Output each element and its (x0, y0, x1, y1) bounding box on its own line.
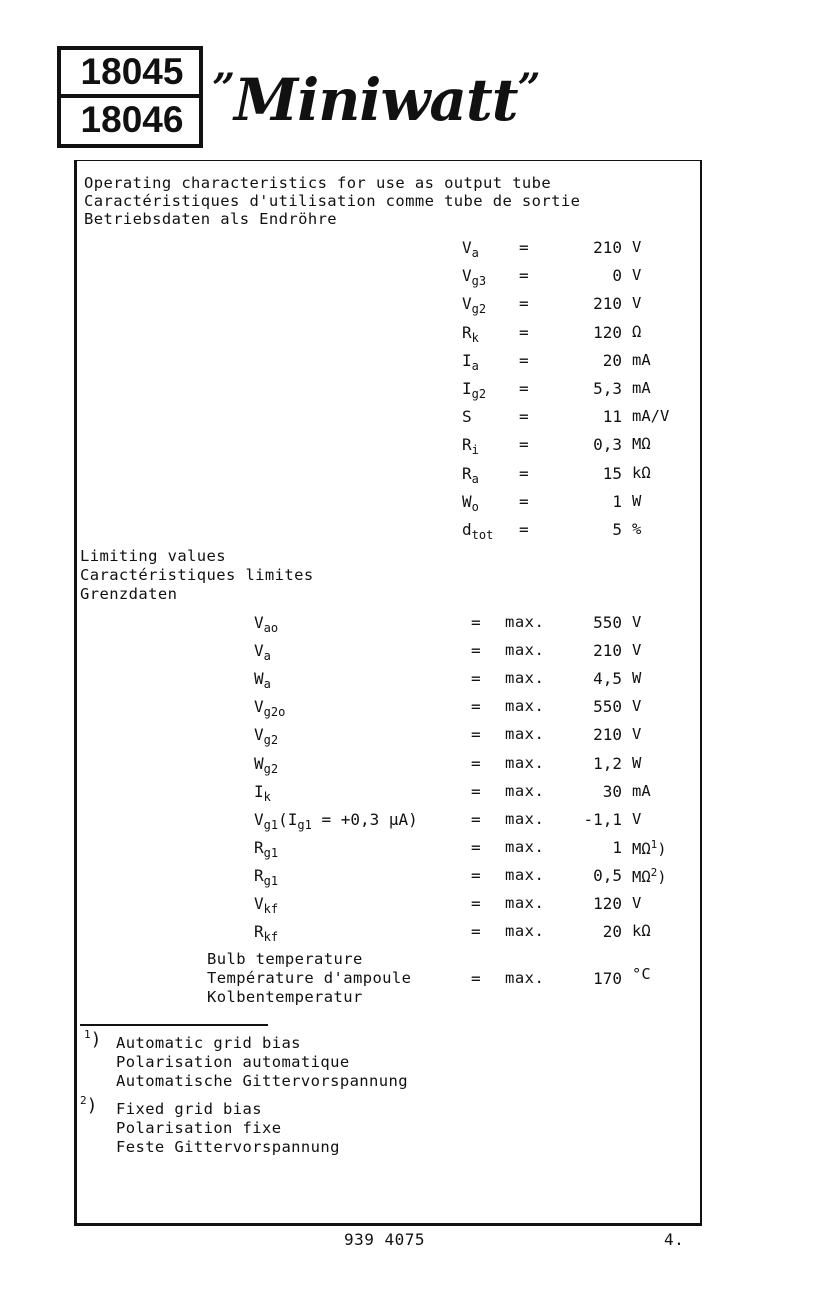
limiting-max: max. (505, 781, 545, 800)
operating-symbol-subscript: g2 (471, 302, 487, 317)
limiting-symbol-subscript: g1 (263, 873, 279, 888)
type-number-box (57, 46, 203, 148)
limiting-unit-text: W (632, 669, 642, 688)
operating-unit: % (632, 520, 642, 538)
brand-quote-close: ” (517, 65, 540, 112)
limiting-symbol (254, 754, 278, 776)
operating-equals: = (519, 322, 529, 342)
operating-equals: = (519, 350, 529, 370)
bulb-unit: °C (632, 965, 651, 983)
limiting-symbol-subscript: kf (263, 930, 279, 945)
limiting-value: -1,1 (583, 809, 622, 829)
limiting-unit (632, 697, 641, 715)
limiting-unit (632, 866, 667, 886)
limiting-footnote-close: ) (657, 868, 667, 887)
operating-unit: mA (632, 379, 651, 397)
operating-symbol-letter: I (462, 379, 472, 398)
operating-value: 11 (602, 407, 622, 427)
operating-equals: = (519, 238, 529, 257)
limiting-value: 4,5 (593, 669, 622, 689)
operating-unit: V (632, 238, 642, 256)
operating-equals: = (519, 266, 529, 286)
limiting-unit-text: V (632, 613, 642, 631)
operating-value: 210 (593, 294, 622, 314)
footnote-2-mark: $^2$) (80, 1094, 98, 1116)
limiting-symbol-letter: V (254, 725, 264, 745)
limiting-unit (632, 725, 641, 743)
bulb-value: 170 (593, 969, 622, 988)
operating-symbol (462, 266, 486, 288)
limiting-value: 550 (593, 697, 622, 717)
limiting-max: max. (505, 725, 545, 744)
limiting-equals: = (471, 669, 481, 689)
operating-unit: MΩ (632, 435, 651, 454)
limiting-unit-text: kΩ (632, 922, 651, 941)
limiting-symbol-letter: V (254, 641, 264, 661)
limiting-symbol (254, 697, 285, 719)
limiting-equals: = (471, 781, 481, 801)
limiting-symbol (254, 669, 271, 691)
operating-equals: = (519, 294, 529, 314)
limiting-symbol-subscript: g2 (263, 733, 279, 748)
limiting-symbol (254, 866, 278, 888)
operating-symbol (462, 464, 479, 486)
document-number: 939 4075 (344, 1230, 426, 1249)
operating-equals: = (519, 407, 529, 427)
operating-value: 210 (593, 238, 622, 257)
type-number-18046: 18046 (80, 99, 184, 140)
limiting-value: 1 (612, 837, 622, 857)
operating-symbol-subscript: g3 (471, 274, 487, 289)
operating-value: 20 (602, 350, 622, 370)
limiting-title-fr: Caractéristiques limites (80, 566, 314, 584)
limiting-unit-text: V (632, 809, 642, 828)
limiting-symbol-letter: V (254, 613, 264, 632)
limiting-condition-subscript: g1 (297, 817, 312, 832)
limiting-unit (632, 810, 641, 828)
limiting-symbol-letter: W (254, 753, 264, 773)
operating-symbol-letter: V (462, 238, 472, 257)
limiting-max: max. (505, 697, 545, 716)
limiting-max: max. (505, 641, 545, 660)
limiting-condition: = +0,3 μA) (311, 809, 418, 829)
limiting-equals: = (471, 613, 481, 632)
operating-symbol-subscript: i (471, 443, 479, 458)
limiting-symbol-letter: W (254, 669, 264, 689)
limiting-unit (632, 669, 641, 687)
limiting-unit-text: V (632, 641, 642, 660)
footnote-1-fr: Polarisation automatique (116, 1053, 350, 1071)
operating-symbol (462, 379, 486, 401)
limiting-footnote-ref: 1 (650, 837, 658, 851)
limiting-value: 1,2 (593, 753, 622, 773)
limiting-equals: = (471, 809, 481, 829)
operating-equals: = (519, 435, 529, 455)
operating-title-en: Operating characteristics for use as output tube (84, 174, 552, 192)
operating-value: 1 (612, 491, 622, 511)
footnote-2-de: Feste Gittervorspannung (116, 1138, 340, 1156)
limiting-equals: = (471, 697, 481, 717)
operating-symbol-letter: R (462, 463, 472, 483)
bulb-label-fr: Température d'ampoule (207, 969, 412, 987)
operating-unit: V (632, 266, 642, 285)
limiting-value: 30 (602, 781, 622, 801)
limiting-unit-text: W (632, 753, 642, 772)
limiting-symbol-subscript: g2 (263, 761, 279, 776)
operating-title-fr: Caractéristiques d'utilisation comme tube de sortie (84, 192, 581, 210)
limiting-max: max. (505, 894, 545, 912)
limiting-symbol (254, 725, 278, 747)
limiting-equals: = (471, 865, 481, 885)
operating-unit: mA (632, 350, 651, 369)
limiting-title-de: Grenzdaten (80, 585, 178, 603)
operating-symbol-letter: R (462, 435, 472, 455)
operating-symbol-subscript: a (471, 471, 479, 486)
limiting-symbol-subscript: g2o (263, 705, 286, 720)
footnote-1-en: Automatic grid bias (116, 1034, 301, 1052)
limiting-max: max. (505, 669, 545, 688)
limiting-max: max. (505, 809, 545, 828)
limiting-max: max. (505, 613, 545, 631)
limiting-equals: = (471, 894, 481, 913)
limiting-symbol-subscript: g1 (263, 817, 279, 832)
limiting-unit (632, 641, 641, 659)
limiting-max: max. (505, 837, 545, 856)
limiting-symbol-subscript: a (263, 677, 271, 692)
operating-unit: Ω (632, 322, 642, 341)
limiting-unit-text: V (632, 697, 642, 716)
operating-symbol (462, 435, 479, 457)
limiting-symbol (254, 641, 271, 663)
limiting-symbol (254, 838, 278, 860)
type-number-divider (61, 94, 199, 98)
limiting-value: 210 (593, 641, 622, 661)
limiting-footnote-close: ) (657, 839, 667, 858)
limiting-max: max. (505, 922, 545, 941)
operating-symbol-letter: d (462, 520, 472, 539)
operating-equals: = (519, 491, 529, 511)
operating-value: 5,3 (593, 379, 622, 398)
operating-symbol (462, 294, 486, 316)
operating-equals: = (519, 379, 529, 398)
operating-unit: kΩ (632, 463, 651, 482)
limiting-symbol (254, 810, 418, 832)
operating-value: 120 (593, 322, 622, 342)
operating-symbol-letter: V (462, 266, 472, 286)
page-number: 4. (664, 1230, 685, 1249)
limiting-symbol-letter: V (254, 894, 264, 913)
operating-value: 5 (612, 520, 622, 539)
limiting-max: max. (505, 865, 545, 884)
bulb-equals: = (471, 969, 481, 988)
limiting-symbol-letter: V (254, 697, 264, 717)
limiting-value: 550 (593, 613, 622, 632)
operating-symbol (462, 238, 479, 260)
operating-symbol (462, 520, 493, 542)
limiting-symbol-subscript: k (263, 789, 271, 804)
operating-symbol-letter: S (462, 407, 472, 427)
footnote-1-mark: $^1$) (84, 1028, 102, 1050)
operating-symbol-subscript: o (471, 499, 479, 514)
operating-title-de: Betriebsdaten als Endröhre (84, 210, 338, 228)
limiting-equals: = (471, 725, 481, 745)
operating-symbol-subscript: g2 (471, 387, 487, 401)
limiting-symbol-letter: R (254, 837, 264, 857)
limiting-symbol-letter: R (254, 865, 264, 885)
limiting-symbol (254, 922, 278, 944)
limiting-title-en: Limiting values (80, 547, 226, 565)
operating-value: 0 (612, 266, 622, 286)
limiting-unit-text: V (632, 894, 642, 912)
limiting-value: 210 (593, 725, 622, 745)
limiting-condition-open: (I (278, 809, 298, 829)
limiting-unit-text: V (632, 725, 642, 744)
limiting-unit (632, 782, 651, 800)
operating-symbol (462, 323, 479, 345)
limiting-equals: = (471, 922, 481, 942)
operating-symbol-letter: W (462, 491, 472, 511)
limiting-value: 0,5 (593, 865, 622, 885)
limiting-symbol-subscript: g1 (263, 845, 279, 860)
brand-logo (212, 44, 572, 134)
operating-symbol-subscript: a (471, 358, 479, 373)
limiting-footnote-ref: 2 (650, 865, 658, 879)
footnote-rule (80, 1024, 268, 1026)
footnote-2-en: Fixed grid bias (116, 1100, 262, 1118)
operating-symbol-subscript: k (471, 330, 479, 345)
limiting-unit-text: mA (632, 781, 651, 800)
limiting-equals: = (471, 753, 481, 773)
limiting-unit (632, 838, 667, 858)
footnote-1-de: Automatische Gittervorspannung (116, 1072, 408, 1090)
brand-quote-open: ” (212, 65, 235, 112)
limiting-unit-text: MΩ (632, 868, 651, 887)
limiting-symbol-letter: I (254, 781, 264, 801)
operating-symbol (462, 492, 479, 514)
limiting-symbol (254, 782, 271, 804)
limiting-symbol-subscript: kf (263, 902, 279, 916)
limiting-value: 20 (602, 922, 622, 942)
limiting-symbol (254, 613, 278, 635)
operating-symbol-letter: I (462, 350, 472, 370)
limiting-unit (632, 613, 641, 631)
limiting-symbol-subscript: ao (263, 621, 279, 635)
limiting-symbol-subscript: a (263, 649, 271, 664)
bulb-label-en: Bulb temperature (207, 950, 363, 968)
operating-equals: = (519, 520, 529, 539)
operating-symbol-subscript: tot (471, 528, 494, 542)
limiting-unit (632, 754, 641, 772)
bulb-label-de: Kolbentemperatur (207, 988, 363, 1006)
operating-unit: W (632, 491, 642, 510)
limiting-max: max. (505, 753, 545, 772)
operating-unit: V (632, 294, 642, 313)
type-number-18045: 18045 (80, 51, 184, 92)
limiting-unit (632, 894, 641, 912)
operating-symbol-letter: V (462, 294, 472, 314)
operating-symbol-subscript: a (471, 246, 479, 260)
operating-symbol (462, 351, 479, 373)
limiting-unit (632, 922, 651, 940)
operating-symbol (462, 407, 472, 429)
brand-name: Miniwatt (234, 66, 518, 134)
operating-symbol-letter: R (462, 322, 472, 342)
limiting-symbol-letter: V (254, 809, 264, 829)
footnote-2-fr: Polarisation fixe (116, 1119, 282, 1137)
operating-value: 0,3 (593, 435, 622, 455)
limiting-unit-text: MΩ (632, 839, 651, 858)
bulb-max: max. (505, 969, 545, 987)
operating-unit: mA/V (632, 407, 670, 426)
operating-value: 15 (602, 463, 622, 483)
limiting-equals: = (471, 837, 481, 857)
operating-equals: = (519, 463, 529, 483)
limiting-symbol (254, 894, 278, 916)
limiting-equals: = (471, 641, 481, 661)
limiting-value: 120 (593, 894, 622, 913)
limiting-symbol-letter: R (254, 922, 264, 942)
